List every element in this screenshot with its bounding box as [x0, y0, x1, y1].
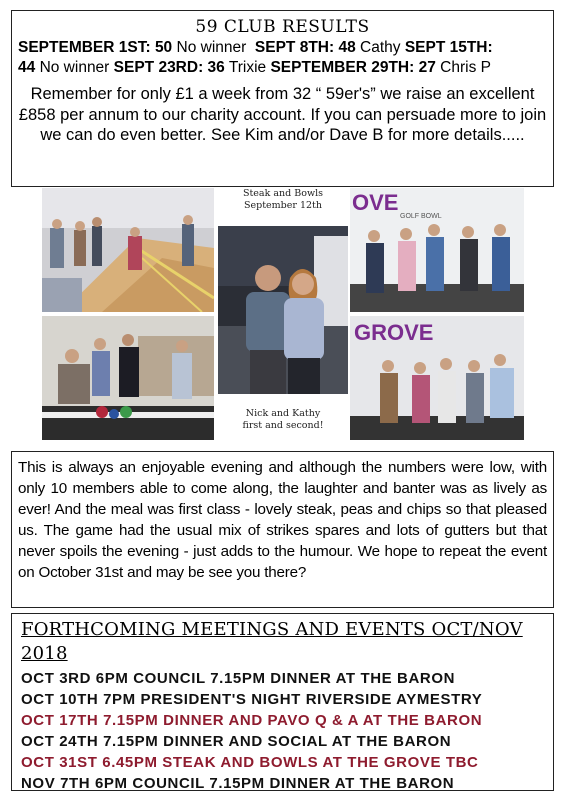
draw-date: 44: [18, 59, 36, 76]
reminder-text: Remember for only £1 a week from 32 “ 59er's” we raise an excellent £858 per annum to our charity account. If you can persuade more to join we can do even better. See Kim and/or Dave B for more details.....: [18, 85, 547, 144]
caption-bottom: [218, 408, 348, 432]
events-heading: FORTHCOMING MEETINGS AND EVENTS OCT/NOV 2018: [21, 619, 523, 664]
caption-top: [218, 188, 348, 212]
photo-bowling-lanes: [42, 188, 214, 312]
event-item: NOV 7TH 6PM COUNCIL 7.15PM DINNER AT THE BARON: [21, 775, 455, 792]
photo-group-bottom: [350, 316, 524, 440]
draw-date: SEPT 8TH: 48: [254, 39, 356, 56]
draw-winner: No winner: [176, 39, 247, 56]
caption-line: September 12th: [244, 200, 322, 211]
photo-collage: [42, 188, 524, 440]
event-description-box: [11, 451, 554, 608]
signage-bottom: GROVE: [354, 320, 434, 345]
results-line-2: [12, 58, 553, 78]
caption-line: Steak and Bowls: [242, 188, 324, 199]
event-description: This is always an enjoyable evening and although the numbers were low, with only 10 members able to come along, the laughter and banter was as lively as ever! And the meal was first class - lovely steak, peas and chips so that pleased us. The game had the usual mix of strikes spares and lots of gutters but that never spoils the evening - just adds to the humour. We hope to repeat the event on October 31st and may be see you there?: [18, 459, 547, 581]
photo-seated-group: [42, 316, 214, 440]
results-line-1: [12, 38, 553, 58]
results-title: 59 CLUB RESULTS: [195, 17, 370, 37]
draw-date: SEPT 15TH:: [404, 39, 493, 56]
draw-date: SEPTEMBER 29TH: 27: [270, 59, 436, 76]
event-item: OCT 3RD 6PM COUNCIL 7.15PM DINNER AT THE BARON: [21, 670, 456, 687]
draw-date: SEPT 23RD: 36: [113, 59, 225, 76]
event-item: OCT 10TH 7PM PRESIDENT'S NIGHT RIVERSIDE AYMESTRY: [21, 691, 483, 708]
signage-top: OVE: [352, 190, 399, 215]
draw-date: SEPTEMBER 1ST: 50: [18, 39, 173, 56]
photo-couple: [218, 226, 348, 394]
draw-winner: Cathy: [360, 39, 401, 56]
draw-winner: No winner: [39, 59, 110, 76]
draw-winner: Trixie: [228, 59, 267, 76]
results-box: [11, 10, 554, 187]
signage-sub: GOLF BOWL: [400, 213, 442, 220]
event-item: OCT 17TH 7.15PM DINNER AND PAVO Q & A AT THE BARON: [21, 712, 483, 729]
event-item: OCT 24TH 7.15PM DINNER AND SOCIAL AT THE BARON: [21, 733, 452, 750]
events-box: [11, 613, 554, 791]
event-item: OCT 31ST 6.45PM STEAK AND BOWLS AT THE GROVE TBC: [21, 754, 479, 771]
photo-group-top: [350, 188, 524, 312]
caption-line: Nick and Kathy: [245, 408, 321, 419]
draw-winner: Chris P: [440, 59, 491, 76]
caption-line: first and second!: [242, 420, 324, 431]
